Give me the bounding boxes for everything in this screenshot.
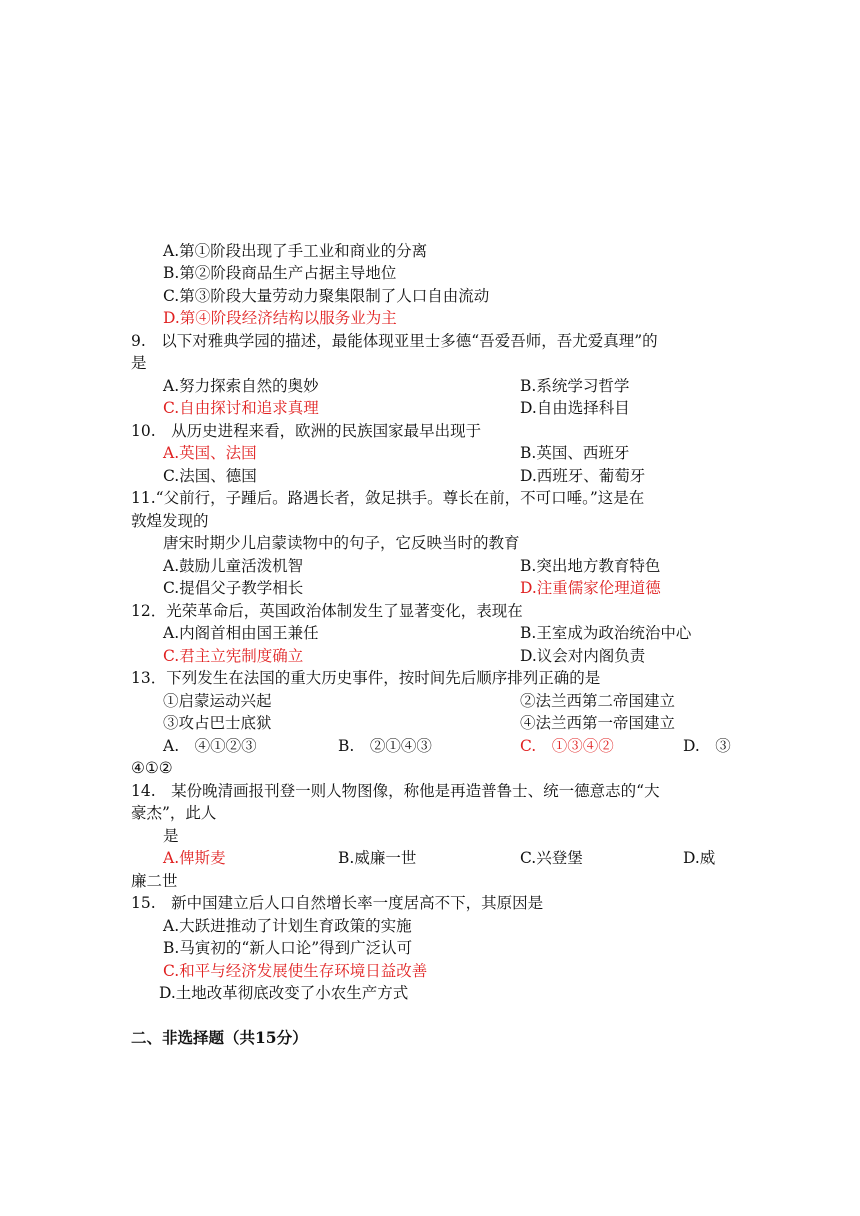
- q13-event-2: ②法兰西第二帝国建立: [520, 692, 676, 710]
- q10-option-d: D.西班牙、葡萄牙: [520, 467, 646, 485]
- q15-stem: 15. 新中国建立后人口自然增长率一度居高不下，其原因是: [131, 894, 544, 912]
- q14-option-a-answer: A.俾斯麦: [163, 849, 226, 867]
- q11-option-b: B.突出地方教育特色: [520, 557, 661, 575]
- q14-option-d-wrap: 廉二世: [131, 872, 178, 890]
- section2-heading: 二、非选择题（共15分）: [131, 1028, 308, 1047]
- q11-option-a: A.鼓励儿童活泼机智: [163, 557, 304, 575]
- q11-option-d-answer: D.注重儒家伦理道德: [520, 579, 661, 597]
- q12-option-b: B.王室成为政治统治中心: [520, 624, 692, 642]
- q14-stem-cont: 是: [163, 827, 179, 845]
- q8-option-a: A.第①阶段出现了手工业和商业的分离: [163, 242, 428, 260]
- q8-option-b: B.第②阶段商品生产占据主导地位: [163, 264, 397, 282]
- q14-stem: 14. 某份晚清画报刊登一则人物图像，称他是再造普鲁士、统一德意志的“大: [131, 782, 660, 800]
- q11-option-c: C.提倡父子教学相长: [163, 579, 304, 597]
- q9-option-d: D.自由选择科目: [520, 399, 630, 417]
- q12-option-a: A.内阁首相由国王兼任: [163, 624, 319, 642]
- q11-stem-wrap: 敦煌发现的: [131, 512, 209, 530]
- q12-option-c-answer: C.君主立宪制度确立: [163, 647, 304, 665]
- q8-option-c: C.第③阶段大量劳动力聚集限制了人口自由流动: [163, 287, 490, 305]
- q15-option-d: D.土地改革彻底改变了小农生产方式: [159, 984, 409, 1002]
- q13-option-b: B. ②①④③: [338, 737, 432, 755]
- q15-option-a: A.大跃进推动了计划生育政策的实施: [163, 917, 412, 935]
- q14-option-c: C.兴登堡: [520, 849, 583, 867]
- q11-stem: 11.“父前行，子踵后。路遇长者，敛足拱手。尊长在前，不可口唾。”这是在: [131, 489, 645, 507]
- q12-option-d: D.议会对内阁负责: [520, 647, 646, 665]
- q15-option-b: B.马寅初的“新人口论”得到广泛认可: [163, 939, 413, 957]
- q9-option-b: B.系统学习哲学: [520, 377, 630, 395]
- q10-option-c: C.法国、德国: [163, 467, 257, 485]
- q10-option-a-answer: A.英国、法国: [163, 444, 257, 462]
- q9-stem-wrap: 是: [131, 354, 147, 372]
- q11-stem-cont: 唐宋时期少儿启蒙读物中的句子，它反映当时的教育: [163, 534, 520, 552]
- q12-stem: 12．光荣革命后，英国政治体制发生了显著变化，表现在: [131, 602, 523, 620]
- q14-stem-wrap: 豪杰”，此人: [131, 804, 217, 822]
- q13-stem: 13．下列发生在法国的重大历史事件，按时间先后顺序排列正确的是: [131, 669, 601, 687]
- q14-option-b: B.威廉一世: [338, 849, 417, 867]
- q14-option-d: D.威: [683, 849, 716, 867]
- q10-option-b: B.英国、西班牙: [520, 444, 630, 462]
- q13-option-a: A. ④①②③: [163, 737, 257, 755]
- q10-stem: 10. 从历史进程来看，欧洲的民族国家最早出现于: [131, 422, 482, 440]
- q13-event-4: ④法兰西第一帝国建立: [520, 714, 676, 732]
- q9-option-c-answer: C.自由探讨和追求真理: [163, 399, 319, 417]
- q9-option-a: A.努力探索自然的奥妙: [163, 377, 319, 395]
- q13-option-c-answer: C. ①③④②: [520, 737, 614, 755]
- q13-event-1: ①启蒙运动兴起: [163, 692, 272, 710]
- q13-event-3: ③攻占巴士底狱: [163, 714, 272, 732]
- q13-option-d-wrap: ④①②: [131, 759, 173, 777]
- q15-option-c-answer: C.和平与经济发展使生存环境日益改善: [163, 962, 428, 980]
- q13-option-d: D. ③: [683, 737, 731, 755]
- q8-option-d-answer: D.第④阶段经济结构以服务业为主: [163, 309, 397, 327]
- q9-stem: 9. 以下对雅典学园的描述，最能体现亚里士多德“吾爱吾师，吾尤爱真理”的: [131, 332, 658, 350]
